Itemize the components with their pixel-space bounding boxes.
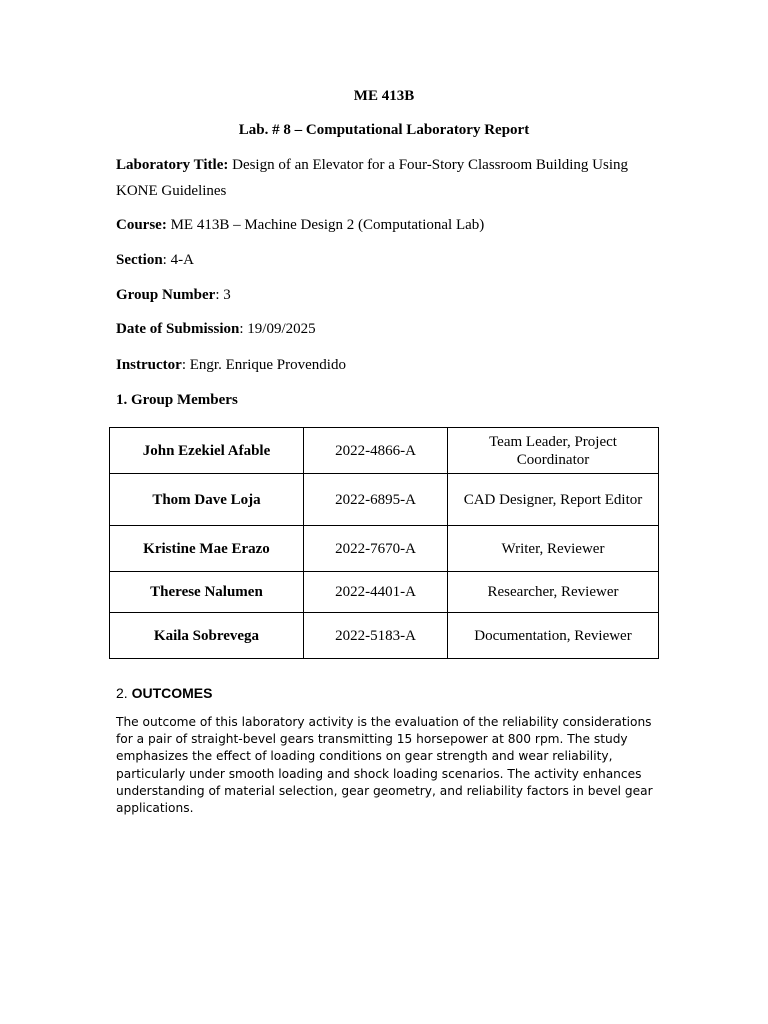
instructor-label: Instructor bbox=[116, 357, 182, 373]
member-role: Team Leader, Project Coordinator bbox=[448, 428, 659, 474]
outcomes-number: 2. bbox=[116, 685, 132, 701]
section-label: Section bbox=[116, 252, 163, 268]
group-number-line bbox=[116, 282, 661, 308]
member-name: Thom Dave Loja bbox=[110, 474, 304, 526]
date-value: : 19/09/2025 bbox=[239, 321, 316, 337]
outcomes-heading-text: OUTCOMES bbox=[131, 685, 213, 701]
member-name: Kaila Sobrevega bbox=[110, 613, 304, 659]
member-name: Therese Nalumen bbox=[110, 572, 304, 613]
table-row bbox=[110, 613, 659, 659]
report-title: Lab. # 8 – Computational Laboratory Report bbox=[238, 122, 530, 138]
member-role: Writer, Reviewer bbox=[448, 526, 659, 572]
table-row bbox=[110, 428, 659, 474]
instructor-line bbox=[116, 352, 661, 378]
lab-title-line bbox=[116, 152, 661, 204]
member-role: Documentation, Reviewer bbox=[448, 613, 659, 659]
date-line bbox=[116, 316, 661, 342]
members-heading-text: 1. Group Members bbox=[116, 392, 238, 408]
member-id: 2022-6895-A bbox=[304, 474, 448, 526]
member-id: 2022-4401-A bbox=[304, 572, 448, 613]
course-label: Course: bbox=[116, 217, 167, 233]
members-heading bbox=[116, 387, 661, 413]
outcomes-paragraph: The outcome of this laboratory activity is the evaluation of the reliability considerations for a pair of straight-bevel gears transmitting 15 horsepower at 800 rpm. The study emphasizes the effect of loading conditions on gear strength and wear reliability, particularly under smooth loading and shock loading scenarios. The activity enhances understanding of material selection, gear geometry, and reliability factors in bevel gear applications. bbox=[116, 715, 653, 816]
member-role: Researcher, Reviewer bbox=[448, 572, 659, 613]
lab-title-label: Laboratory Title: bbox=[116, 157, 229, 173]
date-label: Date of Submission bbox=[116, 321, 240, 337]
outcomes-heading bbox=[116, 685, 212, 701]
member-id: 2022-4866-A bbox=[304, 428, 448, 474]
section-line bbox=[116, 247, 661, 273]
section-value: : 4-A bbox=[162, 252, 194, 268]
member-role: CAD Designer, Report Editor bbox=[448, 474, 659, 526]
table-row bbox=[110, 526, 659, 572]
instructor-value: : Engr. Enrique Provendido bbox=[181, 357, 346, 373]
group-number-value: : 3 bbox=[215, 287, 231, 303]
member-id: 2022-7670-A bbox=[304, 526, 448, 572]
course-value: ME 413B – Machine Design 2 (Computational Lab) bbox=[166, 217, 485, 233]
member-id: 2022-5183-A bbox=[304, 613, 448, 659]
member-name: Kristine Mae Erazo bbox=[110, 526, 304, 572]
member-name: John Ezekiel Afable bbox=[110, 428, 304, 474]
group-number-label: Group Number bbox=[116, 287, 216, 303]
lab-title-value: Design of an Elevator for a Four-Story Classroom Building Using KONE Guidelines bbox=[116, 157, 629, 199]
table-row bbox=[110, 474, 659, 526]
course-line bbox=[116, 212, 661, 238]
course-code-heading: ME 413B bbox=[353, 88, 415, 104]
table-row bbox=[110, 572, 659, 613]
group-members-table bbox=[109, 427, 659, 659]
